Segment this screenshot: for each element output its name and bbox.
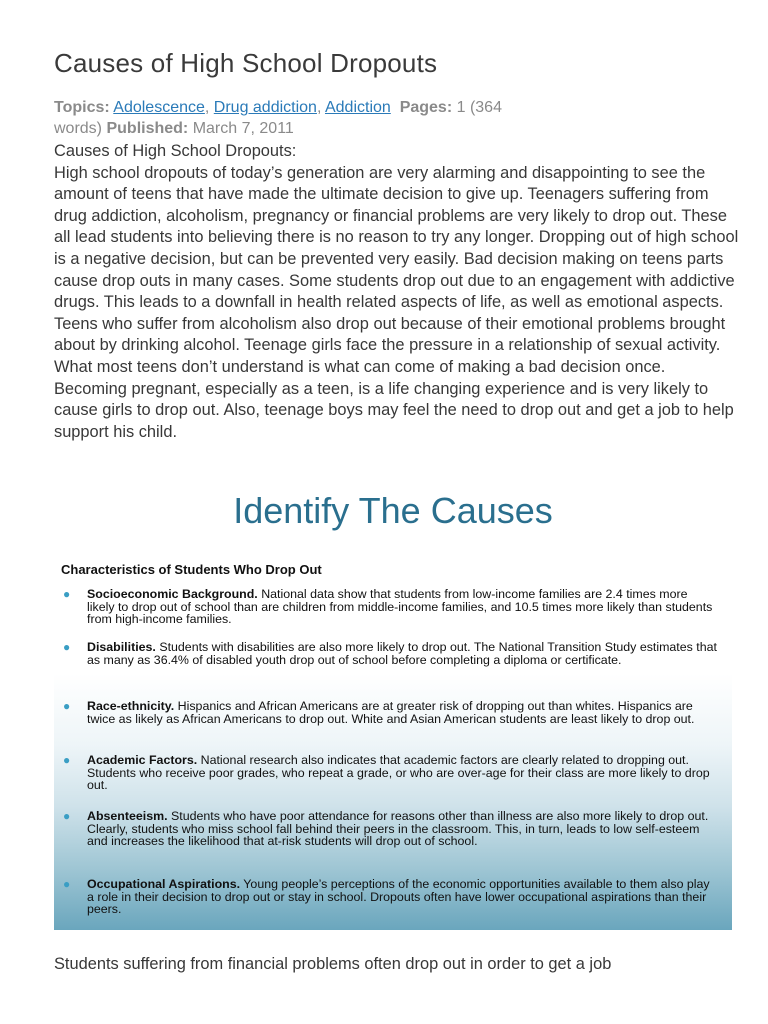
cause-text: National data show that students from low-income families are 2.4 times more likely to drop out of school than are children from middle-income families, and 10.5 times more likely than students from high-income families. — [87, 587, 713, 627]
published-date: March 7, 2011 — [192, 120, 294, 137]
cause-text: Hispanics and African Americans are at greater risk of dropping out than whites. Hispanics are twice as likely as African Americans to drop out. White and Asian American students are least likely to drop out. — [87, 699, 695, 726]
topics-label: Topics: — [54, 99, 110, 116]
article-meta: Topics: Adolescence, Drug addiction, Addiction Pages: 1 (364 words) Published: March 7, 2011 — [54, 99, 502, 137]
identify-causes-figure — [54, 488, 732, 930]
cause-heading: Occupational Aspirations. — [87, 877, 241, 891]
published-label: Published: — [106, 120, 189, 137]
bullet-icon: ● — [63, 587, 71, 601]
cause-text: Students with disabilities are also more likely to drop out. The National Transition Study estimates that as many as 36.4% of disabled youth drop out of school before completing a diploma or certificate. — [87, 640, 717, 667]
article-continuation: Students suffering from financial problems often drop out in order to get a job — [54, 955, 612, 973]
article-body — [54, 141, 740, 443]
topic-link-adolescence[interactable]: Adolescence — [113, 99, 205, 116]
cause-heading: Absenteeism. — [87, 809, 168, 823]
body-heading-line: Causes of High School Dropouts: — [54, 142, 297, 160]
pages-label: Pages: — [399, 99, 453, 116]
body-paragraph: High school dropouts of today’s generation are very alarming and disappointing to see the amount of teens that have made the ultimate decision to give up. Teenagers suffering from drug addiction, alcoholism, pregnancy or financial problems are very likely to drop out. These all lead students into believing there is no reason to try any longer. Dropping out of high school is a negative decision, but can be prevented very easily. Bad decision making on teens parts cause drop outs in many cases. Some students drop out due to an engagement with addictive drugs. This leads to a downfall in health related aspects of life, as well as emotional aspects. Teens who suffer from alcoholism also drop out because of their emotional problems brought about by drinking alcohol. Teenage girls face the pressure in a relationship of sexual activity. What most teens don’t understand is what can come of making a bad decision once. Becoming pregnant, especially as a teen, is a life changing experience and is very likely to cause girls to drop out. Also, teenage boys may feel the need to drop out and get a job to help support his child. — [54, 163, 739, 441]
cause-text: Students who have poor attendance for reasons other than illness are also more likely to drop out. Clearly, students who miss school fall behind their peers in the classroom. This, in turn, leads to low self-esteem and increases the likelihood that at-risk students will drop out of school. — [87, 809, 709, 849]
topic-link-addiction[interactable]: Addiction — [324, 99, 391, 116]
cause-heading: Disabilities. — [87, 640, 156, 654]
bullet-icon: ● — [63, 809, 71, 823]
cause-heading: Academic Factors. — [87, 753, 198, 767]
cause-heading: Race-ethnicity. — [87, 699, 175, 713]
bullet-icon: ● — [63, 877, 71, 891]
pages-value: 1 (364 — [456, 99, 502, 116]
words-value: words) — [54, 120, 103, 137]
bullet-icon: ● — [63, 753, 71, 767]
topic-link-drug-addiction[interactable]: Drug addiction — [213, 99, 317, 116]
cause-text: National research also indicates that academic factors are clearly related to dropping out. Students who receive poor grades, who repeat a grade, or who are over-age for their class are more likely to drop out. — [87, 753, 710, 793]
page-title: Causes of High School Dropouts — [54, 48, 438, 78]
cause-heading: Socioeconomic Background. — [87, 587, 258, 601]
cause-text: Young people’s perceptions of the economic opportunities available to them also play a role in their decision to drop out or stay in school. Dropouts often have lower occupational aspirations than their peers. — [87, 877, 710, 917]
figure-title: Identify The Causes — [233, 490, 553, 531]
figure-subtitle: Characteristics of Students Who Drop Out — [61, 562, 322, 577]
bullet-icon: ● — [63, 640, 71, 654]
bullet-icon: ● — [63, 699, 71, 713]
